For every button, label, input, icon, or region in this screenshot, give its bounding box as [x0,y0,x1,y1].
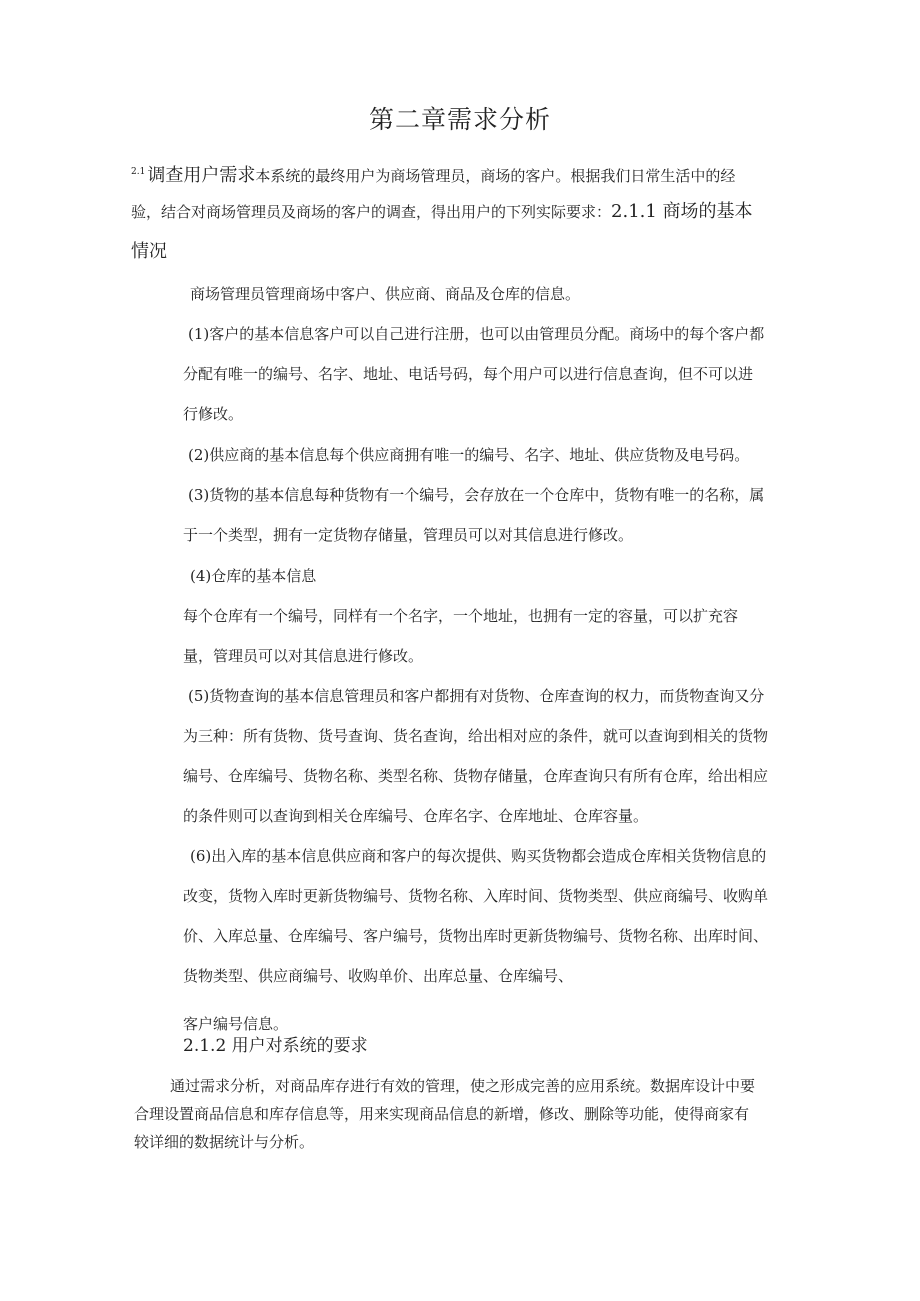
paragraph-line: 商场管理员管理商场中客户、供应商、商品及仓库的信息。 [190,285,581,303]
subsection-heading-211: 2.1.1 商场的基本 [611,201,753,222]
paragraph-line: 的条件则可以查询到相关仓库编号、仓库名字、仓库地址、仓库容量。 [183,807,649,825]
intro-text-1: 本系统的最终用户为商场管理员，商场的客户。根据我们日常生活中的经 [255,167,736,185]
paragraph-line: 编号、仓库编号、货物名称、类型名称、货物存储量，仓库查询只有所有仓库，给出相应 [183,767,769,785]
intro-line-2 [131,202,753,222]
paragraph-line: 价、入库总量、仓库编号、客户编号，货物出库时更新货物编号、货物名称、出库时间、 [183,927,769,945]
paragraph-line: 于一个类型，拥有一定货物存储量，管理员可以对其信息进行修改。 [183,526,634,544]
paragraph-line: (2)供应商的基本信息每个供应商拥有唯一的编号、名字、地址、供应货物及电号码。 [188,446,750,464]
paragraph-line: 为三种：所有货物、货号查询、货名查询，给出相对应的条件，就可以查询到相关的货物 [183,727,769,745]
closing-line: 合理设置商品信息和库存信息等，用来实现商品信息的新增，修改、删除等功能，使得商家有 [134,1105,750,1123]
closing-line: 较详细的数据统计与分析。 [134,1133,315,1151]
paragraph-line: 货物类型、供应商编号、收购单价、出库总量、仓库编号、 [183,967,574,985]
paragraph-line: 量，管理员可以对其信息进行修改。 [183,647,424,665]
subsection-heading-211-cont: 情况 [131,241,167,262]
intro-line-1 [131,162,735,186]
paragraph-line: (1)客户的基本信息客户可以自己进行注册，也可以由管理员分配。商场中的每个客户都 [188,325,765,343]
paragraph-line: 分配有唯一的编号、名字、地址、电话号码，每个用户可以进行信息查询，但不可以进 [183,365,754,383]
paragraph-line: 客户编号信息。 [183,1015,289,1033]
intro-text-2: 验，结合对商场管理员及商场的客户的调查，得出用户的下列实际要求： [131,203,612,221]
section-heading: 调查用户需求 [147,165,256,186]
paragraph-line: (4)仓库的基本信息 [190,567,317,585]
subsection-heading-212: 2.1.2 用户对系统的要求 [183,1036,368,1056]
paragraph-line: (3)货物的基本信息每种货物有一个编号，会存放在一个仓库中，货物有唯一的名称，属 [188,486,765,504]
paragraph-line: (6)出入库的基本信息供应商和客户的每次提供、购买货物都会造成仓库相关货物信息的 [190,847,767,865]
paragraph-line: 行修改。 [183,405,244,423]
section-number: 2.1 [131,167,146,177]
paragraph-line: (5)货物查询的基本信息管理员和客户都拥有对货物、仓库查询的权力，而货物查询又分 [188,687,765,705]
closing-line: 通过需求分析，对商品库存进行有效的管理，使之形成完善的应用系统。数据库设计中要 [170,1077,756,1095]
chapter-title: 第二章需求分析 [368,105,551,134]
paragraph-line: 改变，货物入库时更新货物编号、货物名称、入库时间、货物类型、供应商编号、收购单 [183,887,769,905]
paragraph-line: 每个仓库有一个编号，同样有一个名字，一个地址，也拥有一定的容量，可以扩充容 [183,607,739,625]
